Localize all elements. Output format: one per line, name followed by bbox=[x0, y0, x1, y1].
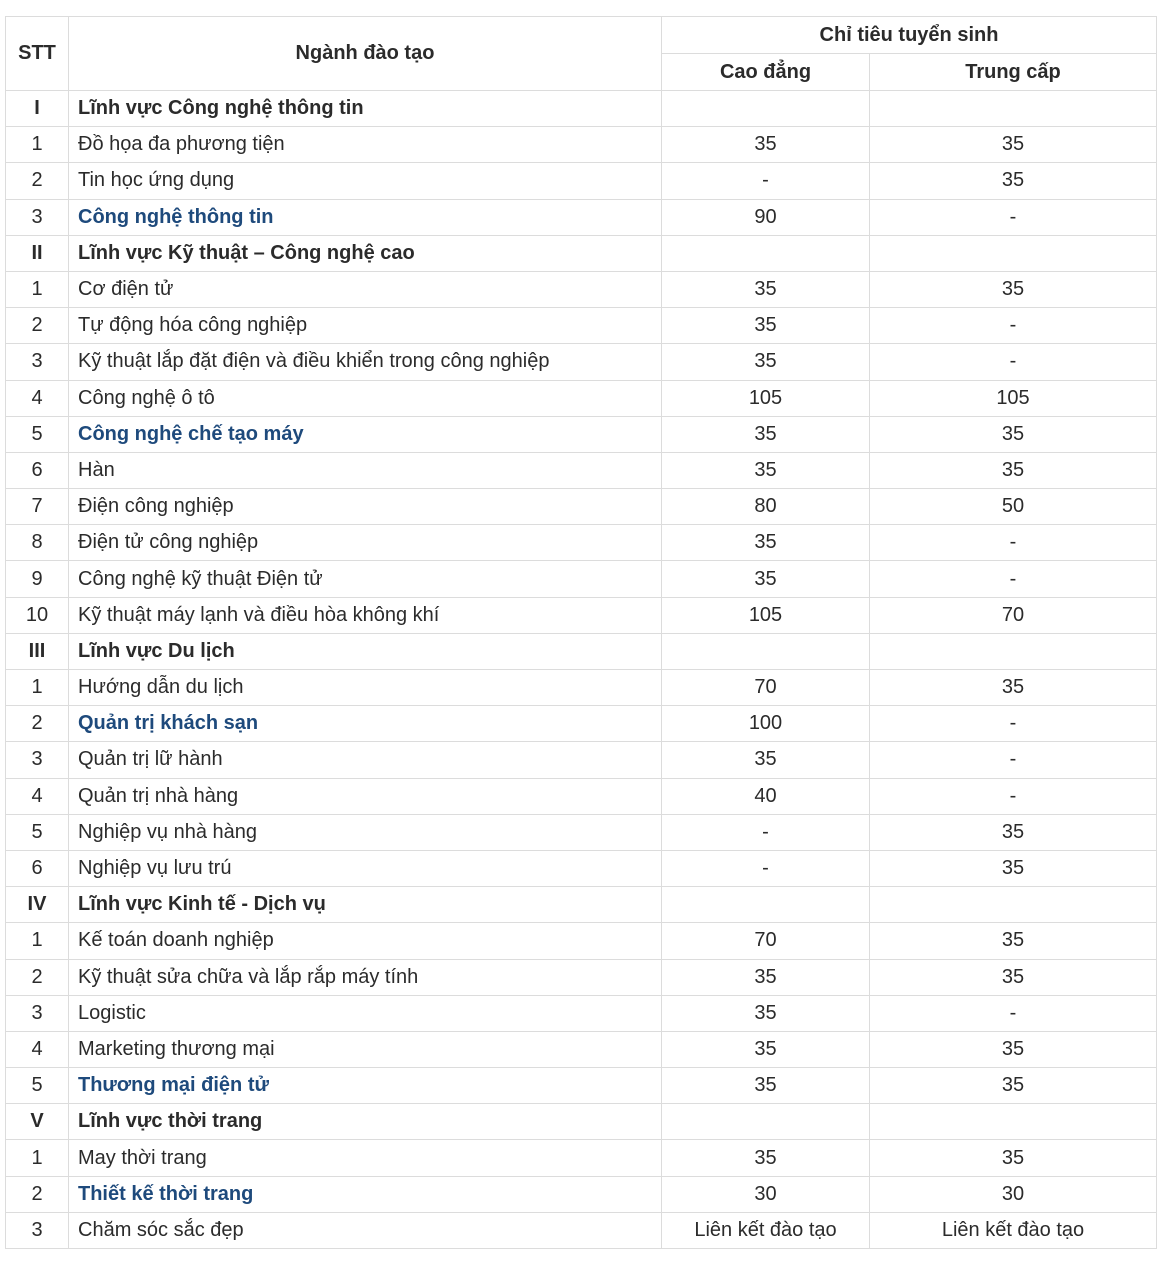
cell-college-quota: 70 bbox=[662, 923, 870, 959]
header-stt: STT bbox=[6, 17, 69, 91]
cell-stt: 5 bbox=[6, 416, 69, 452]
table-row bbox=[6, 489, 1157, 525]
cell-intermediate-quota: 35 bbox=[870, 670, 1157, 706]
cell-major: Kế toán doanh nghiệp bbox=[69, 923, 662, 959]
cell-college-quota bbox=[662, 633, 870, 669]
cell-intermediate-quota: 50 bbox=[870, 489, 1157, 525]
cell-major: Công nghệ ô tô bbox=[69, 380, 662, 416]
cell-college-quota: 35 bbox=[662, 959, 870, 995]
major-link[interactable]: Quản trị khách sạn bbox=[78, 712, 259, 735]
cell-stt: 2 bbox=[6, 959, 69, 995]
table-row bbox=[6, 127, 1157, 163]
cell-stt: 1 bbox=[6, 127, 69, 163]
table-row bbox=[6, 271, 1157, 307]
header-intermediate: Trung cấp bbox=[870, 54, 1157, 91]
cell-major: Tự động hóa công nghiệp bbox=[69, 308, 662, 344]
cell-college-quota: 35 bbox=[662, 1140, 870, 1176]
cell-major: Lĩnh vực Kinh tế - Dịch vụ bbox=[69, 887, 662, 923]
cell-stt: 5 bbox=[6, 1068, 69, 1104]
cell-major: Nghiệp vụ nhà hàng bbox=[69, 814, 662, 850]
cell-intermediate-quota: 35 bbox=[870, 271, 1157, 307]
cell-college-quota: 105 bbox=[662, 380, 870, 416]
cell-stt: 3 bbox=[6, 995, 69, 1031]
cell-intermediate-quota: - bbox=[870, 344, 1157, 380]
table-row bbox=[6, 778, 1157, 814]
cell-major: Hướng dẫn du lịch bbox=[69, 670, 662, 706]
cell-stt: 6 bbox=[6, 850, 69, 886]
cell-college-quota: Liên kết đào tạo bbox=[662, 1212, 870, 1248]
header-major: Ngành đào tạo bbox=[69, 17, 662, 91]
table-row bbox=[6, 850, 1157, 886]
group-row bbox=[6, 91, 1157, 127]
header-quota: Chỉ tiêu tuyển sinh bbox=[662, 17, 1157, 54]
cell-major: Logistic bbox=[69, 995, 662, 1031]
table-row bbox=[6, 380, 1157, 416]
cell-college-quota: 35 bbox=[662, 127, 870, 163]
cell-stt: V bbox=[6, 1104, 69, 1140]
table-row bbox=[6, 814, 1157, 850]
cell-intermediate-quota bbox=[870, 235, 1157, 271]
cell-major: Nghiệp vụ lưu trú bbox=[69, 850, 662, 886]
cell-college-quota bbox=[662, 91, 870, 127]
table-row bbox=[6, 1031, 1157, 1067]
cell-intermediate-quota: - bbox=[870, 995, 1157, 1031]
cell-major: Quản trị nhà hàng bbox=[69, 778, 662, 814]
major-link[interactable]: Thương mại điện tử bbox=[78, 1074, 269, 1097]
cell-college-quota: 35 bbox=[662, 271, 870, 307]
cell-major: Lĩnh vực Du lịch bbox=[69, 633, 662, 669]
table-row bbox=[6, 199, 1157, 235]
cell-major: Lĩnh vực thời trang bbox=[69, 1104, 662, 1140]
table-row bbox=[6, 525, 1157, 561]
cell-major: May thời trang bbox=[69, 1140, 662, 1176]
cell-stt: 3 bbox=[6, 742, 69, 778]
cell-intermediate-quota bbox=[870, 91, 1157, 127]
cell-major: Điện tử công nghiệp bbox=[69, 525, 662, 561]
cell-stt: 2 bbox=[6, 308, 69, 344]
cell-college-quota: 90 bbox=[662, 199, 870, 235]
cell-major: Chăm sóc sắc đẹp bbox=[69, 1212, 662, 1248]
cell-stt: 7 bbox=[6, 489, 69, 525]
cell-major: Marketing thương mại bbox=[69, 1031, 662, 1067]
cell-intermediate-quota bbox=[870, 633, 1157, 669]
cell-stt: 1 bbox=[6, 1140, 69, 1176]
cell-stt: 5 bbox=[6, 814, 69, 850]
cell-intermediate-quota: - bbox=[870, 308, 1157, 344]
cell-college-quota bbox=[662, 235, 870, 271]
cell-stt: IV bbox=[6, 887, 69, 923]
cell-college-quota: - bbox=[662, 850, 870, 886]
cell-intermediate-quota: 35 bbox=[870, 1140, 1157, 1176]
cell-stt: I bbox=[6, 91, 69, 127]
cell-intermediate-quota: - bbox=[870, 706, 1157, 742]
cell-major: Kỹ thuật máy lạnh và điều hòa không khí bbox=[69, 597, 662, 633]
cell-intermediate-quota: 35 bbox=[870, 850, 1157, 886]
cell-stt: 10 bbox=[6, 597, 69, 633]
cell-intermediate-quota bbox=[870, 1104, 1157, 1140]
table-row bbox=[6, 308, 1157, 344]
cell-stt: 1 bbox=[6, 670, 69, 706]
cell-major: Kỹ thuật lắp đặt điện và điều khiển trong công nghiệp bbox=[69, 344, 662, 380]
enrollment-table bbox=[5, 16, 1157, 1249]
cell-college-quota: 30 bbox=[662, 1176, 870, 1212]
cell-stt: 1 bbox=[6, 923, 69, 959]
cell-stt: 4 bbox=[6, 778, 69, 814]
cell-college-quota: 35 bbox=[662, 308, 870, 344]
major-link[interactable]: Thiết kế thời trang bbox=[78, 1182, 254, 1205]
cell-intermediate-quota bbox=[870, 887, 1157, 923]
cell-intermediate-quota: 35 bbox=[870, 127, 1157, 163]
cell-major bbox=[69, 706, 662, 742]
cell-college-quota: 80 bbox=[662, 489, 870, 525]
cell-intermediate-quota: - bbox=[870, 199, 1157, 235]
table-row bbox=[6, 597, 1157, 633]
cell-stt: 9 bbox=[6, 561, 69, 597]
table-row bbox=[6, 742, 1157, 778]
cell-major: Kỹ thuật sửa chữa và lắp rắp máy tính bbox=[69, 959, 662, 995]
cell-intermediate-quota: 35 bbox=[870, 163, 1157, 199]
cell-intermediate-quota: 35 bbox=[870, 452, 1157, 488]
cell-intermediate-quota: 30 bbox=[870, 1176, 1157, 1212]
cell-intermediate-quota: - bbox=[870, 525, 1157, 561]
table-row bbox=[6, 1176, 1157, 1212]
major-link[interactable]: Công nghệ chế tạo máy bbox=[78, 422, 304, 445]
cell-stt: 2 bbox=[6, 1176, 69, 1212]
table-row bbox=[6, 163, 1157, 199]
cell-intermediate-quota: 35 bbox=[870, 814, 1157, 850]
cell-major: Lĩnh vực Công nghệ thông tin bbox=[69, 91, 662, 127]
cell-college-quota: 35 bbox=[662, 416, 870, 452]
cell-major bbox=[69, 199, 662, 235]
table-row bbox=[6, 452, 1157, 488]
cell-major bbox=[69, 1068, 662, 1104]
cell-major bbox=[69, 1176, 662, 1212]
table-row bbox=[6, 1212, 1157, 1248]
cell-college-quota: 35 bbox=[662, 1031, 870, 1067]
table-row bbox=[6, 670, 1157, 706]
cell-college-quota: 35 bbox=[662, 995, 870, 1031]
cell-college-quota: 35 bbox=[662, 525, 870, 561]
cell-intermediate-quota: 35 bbox=[870, 959, 1157, 995]
cell-stt: 2 bbox=[6, 163, 69, 199]
cell-stt: 6 bbox=[6, 452, 69, 488]
cell-college-quota: 70 bbox=[662, 670, 870, 706]
cell-stt: 4 bbox=[6, 1031, 69, 1067]
cell-major bbox=[69, 416, 662, 452]
cell-intermediate-quota: 35 bbox=[870, 416, 1157, 452]
group-row bbox=[6, 235, 1157, 271]
table-row bbox=[6, 706, 1157, 742]
cell-intermediate-quota: - bbox=[870, 778, 1157, 814]
header-college: Cao đẳng bbox=[662, 54, 870, 91]
cell-college-quota: - bbox=[662, 814, 870, 850]
table-row bbox=[6, 995, 1157, 1031]
cell-intermediate-quota: - bbox=[870, 561, 1157, 597]
cell-college-quota: 35 bbox=[662, 344, 870, 380]
cell-intermediate-quota: 35 bbox=[870, 1068, 1157, 1104]
group-row bbox=[6, 633, 1157, 669]
major-link[interactable]: Công nghệ thông tin bbox=[78, 205, 274, 228]
cell-college-quota: 100 bbox=[662, 706, 870, 742]
cell-intermediate-quota: 70 bbox=[870, 597, 1157, 633]
cell-college-quota: 105 bbox=[662, 597, 870, 633]
table-row bbox=[6, 1140, 1157, 1176]
table-row bbox=[6, 561, 1157, 597]
cell-college-quota bbox=[662, 1104, 870, 1140]
cell-college-quota: 35 bbox=[662, 561, 870, 597]
cell-intermediate-quota: 105 bbox=[870, 380, 1157, 416]
table-row bbox=[6, 959, 1157, 995]
cell-stt: 3 bbox=[6, 199, 69, 235]
cell-major: Quản trị lữ hành bbox=[69, 742, 662, 778]
cell-college-quota bbox=[662, 887, 870, 923]
cell-intermediate-quota: Liên kết đào tạo bbox=[870, 1212, 1157, 1248]
cell-college-quota: 35 bbox=[662, 1068, 870, 1104]
table-body bbox=[6, 91, 1157, 1249]
group-row bbox=[6, 887, 1157, 923]
cell-college-quota: 35 bbox=[662, 452, 870, 488]
cell-stt: II bbox=[6, 235, 69, 271]
cell-stt: III bbox=[6, 633, 69, 669]
cell-college-quota: - bbox=[662, 163, 870, 199]
cell-stt: 2 bbox=[6, 706, 69, 742]
cell-stt: 1 bbox=[6, 271, 69, 307]
cell-college-quota: 40 bbox=[662, 778, 870, 814]
cell-major: Công nghệ kỹ thuật Điện tử bbox=[69, 561, 662, 597]
cell-intermediate-quota: 35 bbox=[870, 923, 1157, 959]
table-row bbox=[6, 923, 1157, 959]
table-row bbox=[6, 416, 1157, 452]
cell-college-quota: 35 bbox=[662, 742, 870, 778]
cell-intermediate-quota: - bbox=[870, 742, 1157, 778]
cell-major: Điện công nghiệp bbox=[69, 489, 662, 525]
cell-intermediate-quota: 35 bbox=[870, 1031, 1157, 1067]
cell-major: Hàn bbox=[69, 452, 662, 488]
cell-stt: 8 bbox=[6, 525, 69, 561]
cell-major: Lĩnh vực Kỹ thuật – Công nghệ cao bbox=[69, 235, 662, 271]
cell-major: Tin học ứng dụng bbox=[69, 163, 662, 199]
cell-stt: 4 bbox=[6, 380, 69, 416]
table-row bbox=[6, 1068, 1157, 1104]
cell-stt: 3 bbox=[6, 1212, 69, 1248]
group-row bbox=[6, 1104, 1157, 1140]
cell-major: Đồ họa đa phương tiện bbox=[69, 127, 662, 163]
table-row bbox=[6, 344, 1157, 380]
cell-major: Cơ điện tử bbox=[69, 271, 662, 307]
cell-stt: 3 bbox=[6, 344, 69, 380]
